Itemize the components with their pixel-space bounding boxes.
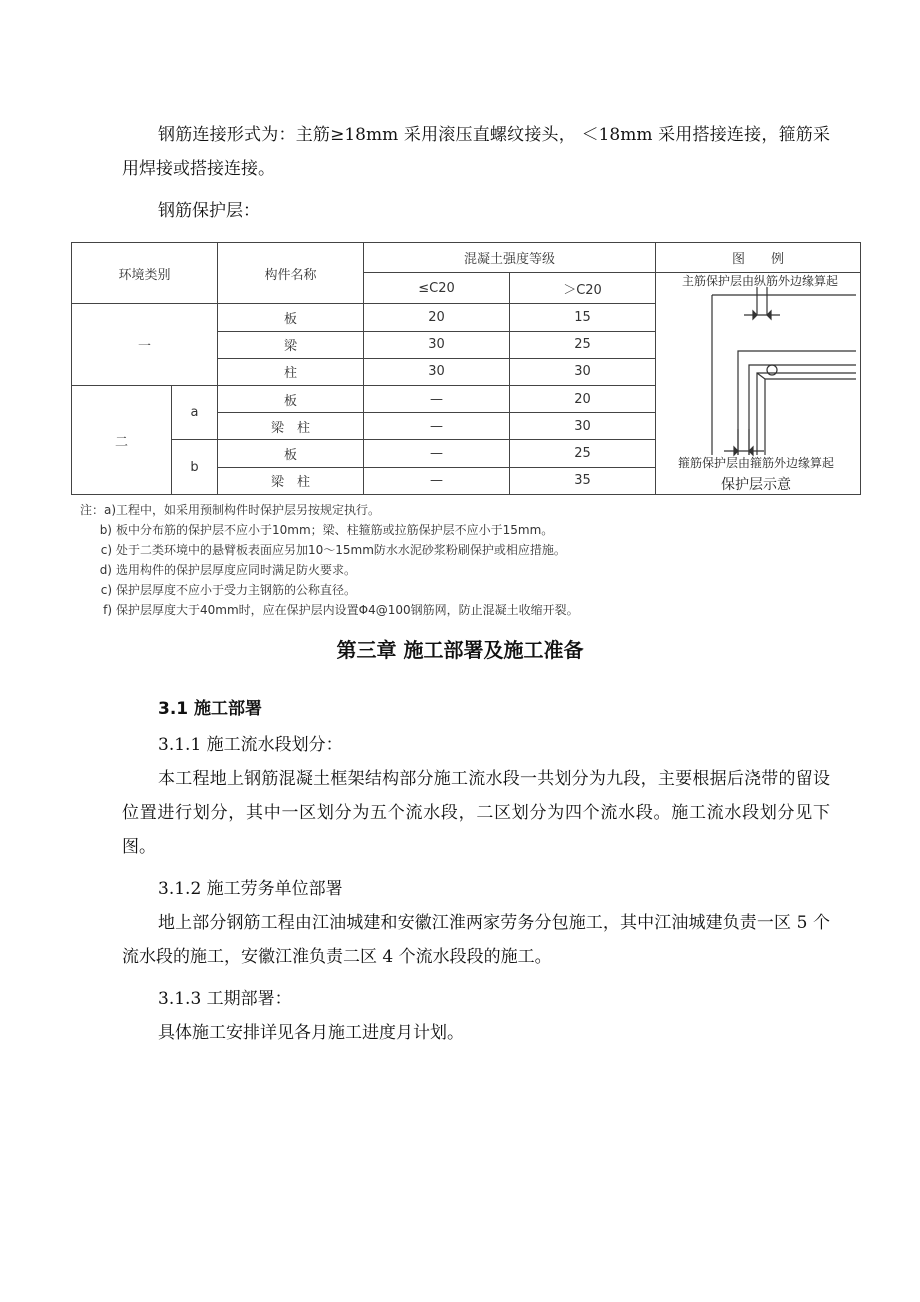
member-name: 板 bbox=[218, 440, 364, 467]
member-name: 梁 柱 bbox=[218, 467, 364, 494]
cover-gt-c20: 20 bbox=[510, 386, 656, 413]
note-label: d) bbox=[99, 563, 112, 577]
cover-gt-c20: 30 bbox=[510, 358, 656, 385]
note-item bbox=[80, 600, 579, 620]
legend-caption: 保护层示意 bbox=[721, 477, 792, 494]
legend-stirrup-label: 箍筋保护层由箍筋外边缘算起 bbox=[678, 456, 835, 471]
env-one: 一 bbox=[72, 304, 218, 386]
note-item bbox=[80, 580, 579, 600]
member-name: 板 bbox=[218, 386, 364, 413]
env-sub-b: b bbox=[172, 440, 218, 495]
note-label: 注：a) bbox=[80, 503, 117, 517]
cover-table bbox=[71, 242, 861, 495]
subsection-3-1-2-body: 地上部分钢筋工程由江油城建和安徽江淮两家劳务分包施工，其中江油城建负责一区 5 个流水段的施工，安徽江淮负责二区 4 个流水段段的施工。 bbox=[122, 913, 830, 967]
connection-paragraph: 钢筋连接形式为：主筋≥18mm 采用滚压直螺纹接头， ＜18mm 采用搭接连接，箍筋采用焊接或搭接连接。 bbox=[122, 125, 830, 179]
section-title: 3.1 施工部署 bbox=[158, 699, 263, 719]
note-item bbox=[80, 560, 579, 580]
note-item bbox=[80, 540, 579, 560]
note-text: 保护层厚度不应小于受力主钢筋的公称直径。 bbox=[116, 583, 357, 597]
note-label: b) bbox=[99, 523, 112, 537]
note-text: 工程中，如采用预制构件时保护层另按规定执行。 bbox=[116, 503, 381, 517]
legend-cell bbox=[656, 273, 861, 495]
note-label: c) bbox=[100, 583, 112, 597]
cover-le-c20: 30 bbox=[364, 331, 510, 358]
env-two: 二 bbox=[72, 386, 172, 495]
table-notes bbox=[80, 500, 579, 620]
header-le-c20: ≤C20 bbox=[364, 273, 510, 304]
header-gt-c20: ＞C20 bbox=[510, 273, 656, 304]
header-legend: 图 例 bbox=[656, 243, 861, 273]
member-name: 柱 bbox=[218, 358, 364, 385]
chapter-title: 第三章 施工部署及施工准备 bbox=[336, 638, 584, 662]
cover-gt-c20: 30 bbox=[510, 413, 656, 440]
subsection-3-1-3-title: 3.1.3 工期部署： bbox=[158, 989, 292, 1009]
subsection-3-1-1-title: 3.1.1 施工流水段划分： bbox=[158, 735, 343, 755]
cover-le-c20: 20 bbox=[364, 304, 510, 331]
cover-le-c20: — bbox=[364, 413, 510, 440]
note-item bbox=[80, 520, 579, 540]
header-grade: 混凝土强度等级 bbox=[364, 243, 656, 273]
cover-diagram bbox=[656, 273, 861, 495]
member-name: 梁 柱 bbox=[218, 413, 364, 440]
note-text: 处于二类环境中的悬臂板表面应另加10～15mm防水水泥砂浆粉刷保护或相应措施。 bbox=[116, 543, 566, 557]
cover-le-c20: — bbox=[364, 467, 510, 494]
note-text: 板中分布筋的保护层不应小于10mm；梁、柱箍筋或拉筋保护层不应小于15mm。 bbox=[116, 523, 554, 537]
cover-gt-c20: 35 bbox=[510, 467, 656, 494]
cover-gt-c20: 15 bbox=[510, 304, 656, 331]
header-env: 环境类别 bbox=[72, 243, 218, 304]
legend-main-label: 主筋保护层由纵筋外边缘算起 bbox=[682, 274, 839, 289]
cover-le-c20: — bbox=[364, 440, 510, 467]
cover-le-c20: — bbox=[364, 386, 510, 413]
cover-le-c20: 30 bbox=[364, 358, 510, 385]
member-name: 板 bbox=[218, 304, 364, 331]
subsection-3-1-3-body: 具体施工安排详见各月施工进度月计划。 bbox=[158, 1023, 464, 1043]
note-text: 选用构件的保护层厚度应同时满足防火要求。 bbox=[116, 563, 357, 577]
note-item bbox=[80, 500, 579, 520]
cover-gt-c20: 25 bbox=[510, 331, 656, 358]
note-label: f) bbox=[103, 603, 112, 617]
cover-gt-c20: 25 bbox=[510, 440, 656, 467]
note-label: c) bbox=[100, 543, 112, 557]
cover-label: 钢筋保护层： bbox=[158, 201, 260, 221]
note-text: 保护层厚度大于40mm时，应在保护层内设置Φ4@100钢筋网，防止混凝土收缩开裂。 bbox=[116, 603, 579, 617]
member-name: 梁 bbox=[218, 331, 364, 358]
env-sub-a: a bbox=[172, 386, 218, 440]
header-member: 构件名称 bbox=[218, 243, 364, 304]
subsection-3-1-1-body: 本工程地上钢筋混凝土框架结构部分施工流水段一共划分为九段，主要根据后浇带的留设位置进行划分，其中一区划分为五个流水段，二区划分为四个流水段。施工流水段划分见下图。 bbox=[122, 769, 830, 857]
subsection-3-1-2-title: 3.1.2 施工劳务单位部署 bbox=[158, 879, 343, 899]
